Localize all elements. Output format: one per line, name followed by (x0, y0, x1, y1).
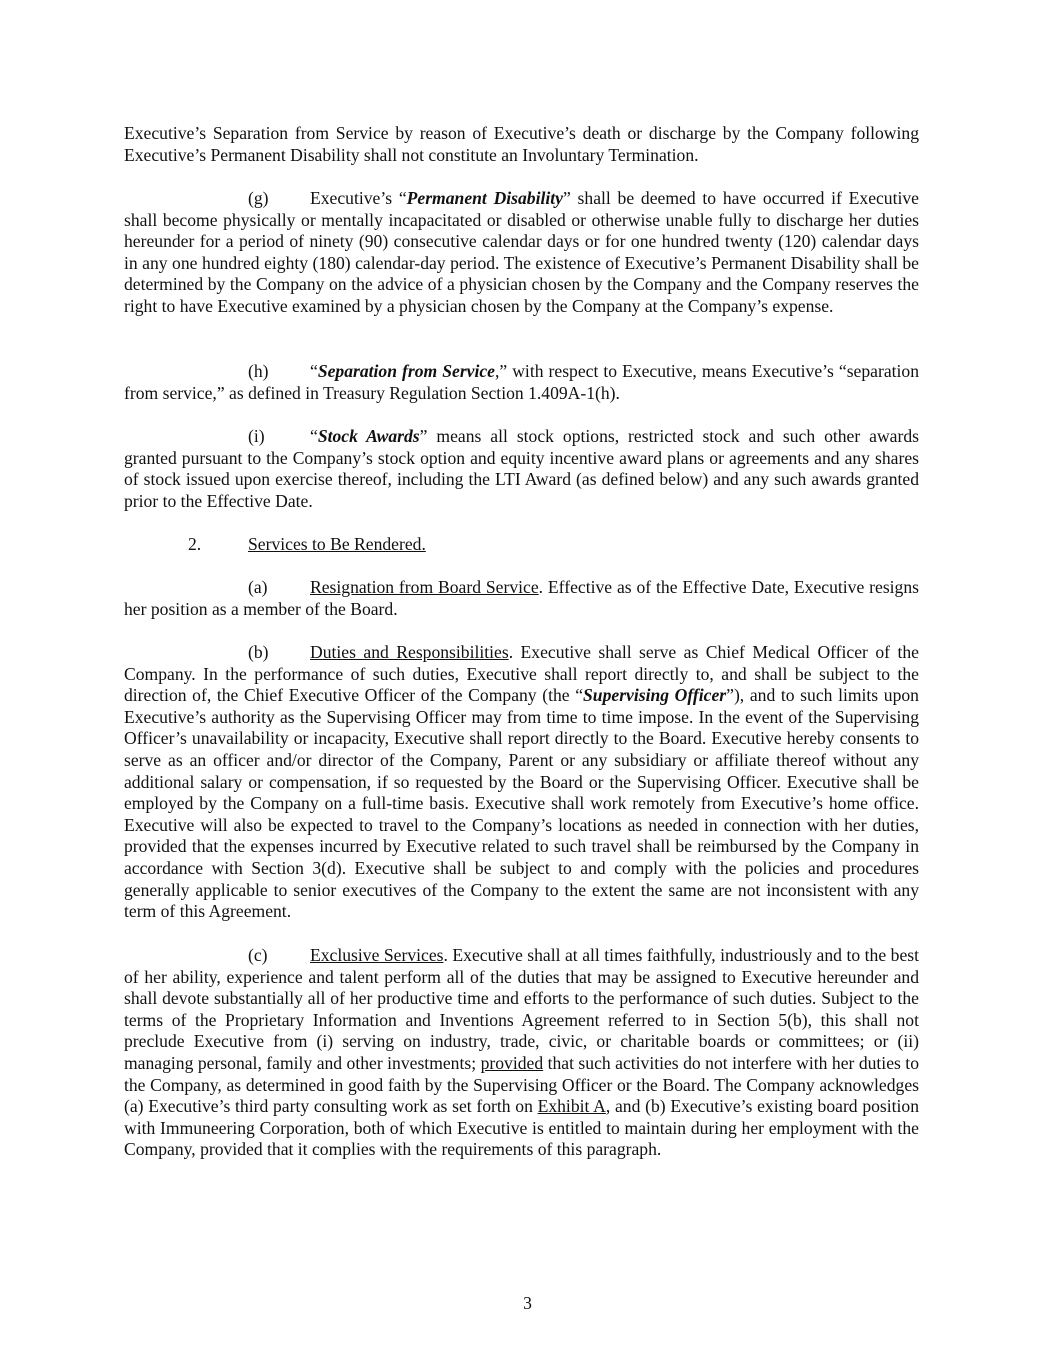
paragraph-a-resignation: (a) Resignation from Board Service. Effective as of the Effective Date, Executive resigns her position as a member of the Board. (124, 577, 919, 619)
section-heading (0, 534, 1055, 556)
paragraph-b-duties: (b) Duties and Responsibilities. Executive shall serve as Chief Medical Officer of the Company. In the performance of such duties, Executive shall report directly to, and shall be subject to the direction of, the Chief Executive Officer of the Company (the “Supervising Officer”), and to such limits upon Executive’s authority as the Supervising Officer may from time to time impose. In the event of the Supervising Officer’s unavailability or incapacity, Executive shall report directly to the Board. Executive hereby consents to serve as an officer and/or director of the Company, Parent or any subsidiary or affiliate thereof without any additional salary or compensation, if so requested by the Board or the Supervising Officer. Executive shall be employed by the Company on a full-time basis. Executive shall work remotely from Executive’s home office. Executive will also be expected to travel to the Company’s locations as needed in connection with her duties, provided that the expenses incurred by Executive related to such travel shall be reimbursed by the Company in accordance with Section 3(d). Executive shall be subject to and comply with the policies and procedures generally applicable to senior executives of the Company to the extent the same are not inconsistent with any term of this Agreement. (124, 642, 919, 922)
defined-term: Supervising Officer (583, 685, 727, 706)
provided-term: provided (480, 1052, 544, 1073)
paragraph-h-separation-from-service: (h) “Separation from Service,” with respect to Executive, means Executive’s “separation from service,” as defined in Treasury Regulation Section 1.409A-1(h). (124, 361, 919, 403)
paragraph-c-exclusive-services: (c) Exclusive Services. Executive shall at all times faithfully, industriously and to the best of her ability, experience and talent perform all of the duties that may be assigned to Executive hereunder and shall devote substantially all of her productive time and efforts to the performance of such duties. Subject to the terms of the Proprietary Information and Inventions Agreement referred to in Section 5(b), this shall not preclude Executive from (i) serving on industry, trade, civic, or charitable boards or committees; or (ii) managing personal, family and other investments; provided that such activities do not interfere with her duties to the Company, as determined in good faith by the Supervising Officer or the Board. The Company acknowledges (a) Executive’s third party consulting work as set forth on Exhibit A, and (b) Executive’s existing board position with Immuneering Corporation, both of which Executive is entitled to maintain during her employment with the Company, provided that it complies with the requirements of this paragraph. (124, 945, 920, 1160)
paragraph-label: (i) (248, 426, 265, 446)
paragraph-heading: Duties and Responsibilities (310, 642, 509, 662)
paragraph-g-permanent-disability: (g) Executive’s “Permanent Disability” shall be deemed to have occurred if Executive shall become physically or mentally incapacitated or disabled or otherwise unable fully to discharge her duties hereunder for a period of ninety (90) consecutive calendar days or for one hundred twenty (120) calendar days in any one hundred eighty (180) calendar-day period. The existence of Executive’s Permanent Disability shall be determined by the Company on the advice of a physician chosen by the Company and the Company reserves the right to have Executive examined by a physician chosen by the Company at the Company’s expense. (124, 188, 919, 316)
paragraph-i-stock-awards: (i) “Stock Awards” means all stock options, restricted stock and such other awards granted pursuant to the Company’s stock option and equity incentive award plans or agreements and any shares of stock issued upon exercise thereof, including the LTI Award (as defined below) and any such awards granted prior to the Effective Date. (124, 426, 919, 511)
defined-term: Stock Awards (317, 426, 420, 446)
paragraph-label: (c) (248, 945, 268, 965)
paragraph-heading: Exclusive Services (310, 945, 444, 965)
exhibit-reference: Exhibit A (537, 1096, 606, 1117)
paragraph-label: (b) (248, 642, 269, 662)
section-number: 2. (188, 534, 202, 554)
page-number: 3 (523, 1293, 532, 1313)
section-title: Services to Be Rendered. (248, 534, 426, 554)
paragraph-label: (a) (248, 577, 268, 597)
paragraph-label: (g) (248, 188, 269, 208)
paragraph-label: (h) (248, 361, 269, 381)
defined-term: Permanent Disability (406, 188, 563, 208)
defined-term: Separation from Service (317, 361, 495, 381)
paragraph-continuation: Executive’s Separation from Service by reason of Executive’s death or discharge by the Company following Executive’s Permanent Disability shall not constitute an Involuntary Termination. (124, 123, 919, 165)
paragraph-heading: Resignation from Board Service (310, 577, 539, 597)
